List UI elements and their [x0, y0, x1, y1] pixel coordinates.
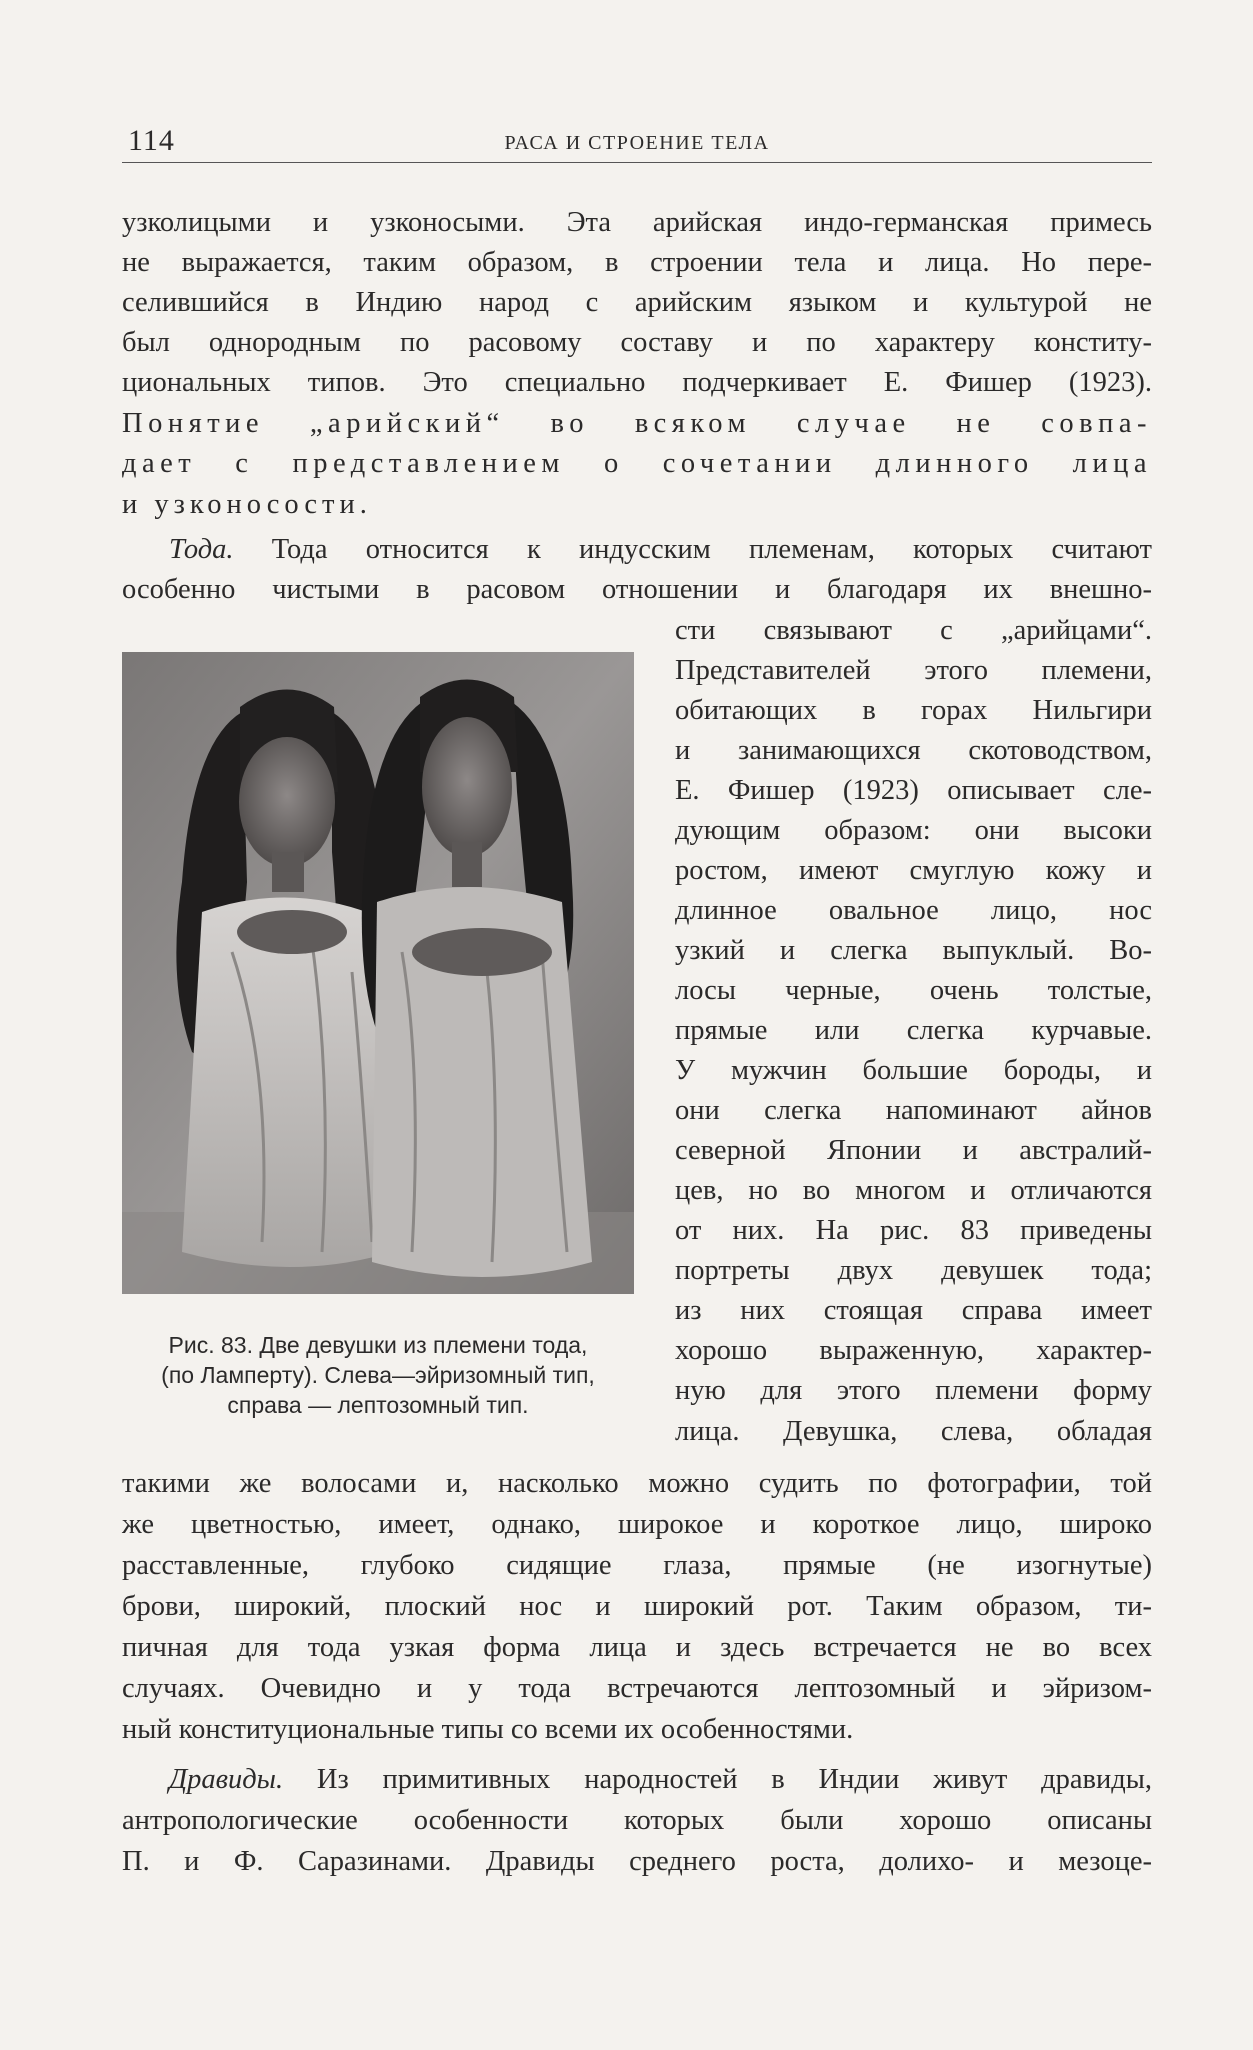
text-line: лица. Девушка, слева, обладая: [675, 1416, 1152, 1447]
text-line: узколицыми и узконосыми. Эта арийская индо-германская примесь: [122, 207, 1152, 238]
toda-paragraph-first-line: [122, 530, 1152, 570]
text-line: антропологические особенности которых были хорошо описаны: [122, 1805, 1152, 1836]
text-line: пичная для тода узкая форма лица и здесь встречается не во всех: [122, 1632, 1152, 1663]
running-header: [122, 118, 1152, 163]
caption-line: справа — лептозомный тип.: [227, 1392, 529, 1418]
text-line: лосы черные, очень толстые,: [675, 975, 1152, 1006]
text-line: от них. На рис. 83 приведены: [675, 1215, 1152, 1246]
dravidy-paragraph-first-line: [122, 1760, 1152, 1800]
dravidy-heading: Дравиды.: [169, 1764, 284, 1795]
text-line: Е. Фишер (1923) описывает сле-: [675, 775, 1152, 806]
text-line: брови, широкий, плоский нос и широкий рот. Таким образом, ти-: [122, 1591, 1152, 1622]
text-line: был однородным по расовому составу и по характеру конститу-: [122, 327, 1152, 358]
text-line: особенно чистыми в расовом отношении и благодаря их внешно-: [122, 574, 1152, 605]
text-line: северной Японии и австралий-: [675, 1135, 1152, 1166]
text-line: случаях. Очевидно и у тода встречаются лептозомный и эйризом-: [122, 1673, 1152, 1704]
text-line: дующим образом: они высоки: [675, 815, 1152, 846]
caption-line: Рис. 83. Две девушки из племени тода,: [168, 1332, 588, 1358]
text-line: из них стоящая справа имеет: [675, 1295, 1152, 1326]
spaced-text-line: Понятие „арийский“ во всяком случае не совпа-: [122, 408, 1152, 439]
text-line: селившийся в Индию народ с арийским языком и культурой не: [122, 287, 1152, 318]
text-line: сти связывают с „арийцами“.: [675, 615, 1152, 646]
text-line: расставленные, глубоко сидящие глаза, прямые (не изогнутые): [122, 1550, 1152, 1581]
text-line: хорошо выраженную, характер-: [675, 1335, 1152, 1366]
text-line: прямые или слегка курчавые.: [675, 1015, 1152, 1046]
photo-two-toda-girls: [122, 652, 634, 1294]
dravidy-line-text: Из примитивных народностей в Индии живут дравиды,: [283, 1764, 1152, 1795]
text-line: длинное овальное лицо, нос: [675, 895, 1152, 926]
text-line: П. и Ф. Саразинами. Дравиды среднего роста, долихо- и мезоце-: [122, 1846, 1152, 1877]
text-line: цев, но во многом и отличаются: [675, 1175, 1152, 1206]
text-line: У мужчин большие бороды, и: [675, 1055, 1152, 1086]
page-number: 114: [128, 124, 175, 157]
text-line: ную для этого племени форму: [675, 1375, 1152, 1406]
text-line: они слегка напоминают айнов: [675, 1095, 1152, 1126]
spaced-text-line: дает с представлением о сочетании длинного лица: [122, 448, 1152, 479]
text-line: обитающих в горах Нильгири: [675, 695, 1152, 726]
toda-line-text: Тода относится к индусским племенам, которых считают: [233, 534, 1152, 565]
text-line: же цветностью, имеет, однако, широкое и короткое лицо, широко: [122, 1509, 1152, 1540]
toda-heading: Тода.: [169, 534, 234, 565]
text-line: и занимающихся скотоводством,: [675, 735, 1152, 766]
spaced-text-line: и узконосости.: [122, 489, 372, 520]
text-line: циональных типов. Это специально подчеркивает Е. Фишер (1923).: [122, 367, 1152, 398]
text-line: ростом, имеют смуглую кожу и: [675, 855, 1152, 886]
text-line: портреты двух девушек тода;: [675, 1255, 1152, 1286]
text-line: не выражается, таким образом, в строении тела и лица. Но пере-: [122, 247, 1152, 278]
figure-caption: [118, 1330, 638, 1420]
text-line: Представителей этого племени,: [675, 655, 1152, 686]
text-line: узкий и слегка выпуклый. Во-: [675, 935, 1152, 966]
text-line: ный конституциональные типы со всеми их особенностями.: [122, 1714, 854, 1745]
photo-figure-83: [122, 652, 634, 1294]
caption-line: (по Ламперту). Слева—эйризомный тип,: [161, 1362, 595, 1388]
text-line: такими же волосами и, насколько можно судить по фотографии, той: [122, 1468, 1152, 1499]
running-title: РАСА И СТРОЕНИЕ ТЕЛА: [504, 132, 770, 154]
